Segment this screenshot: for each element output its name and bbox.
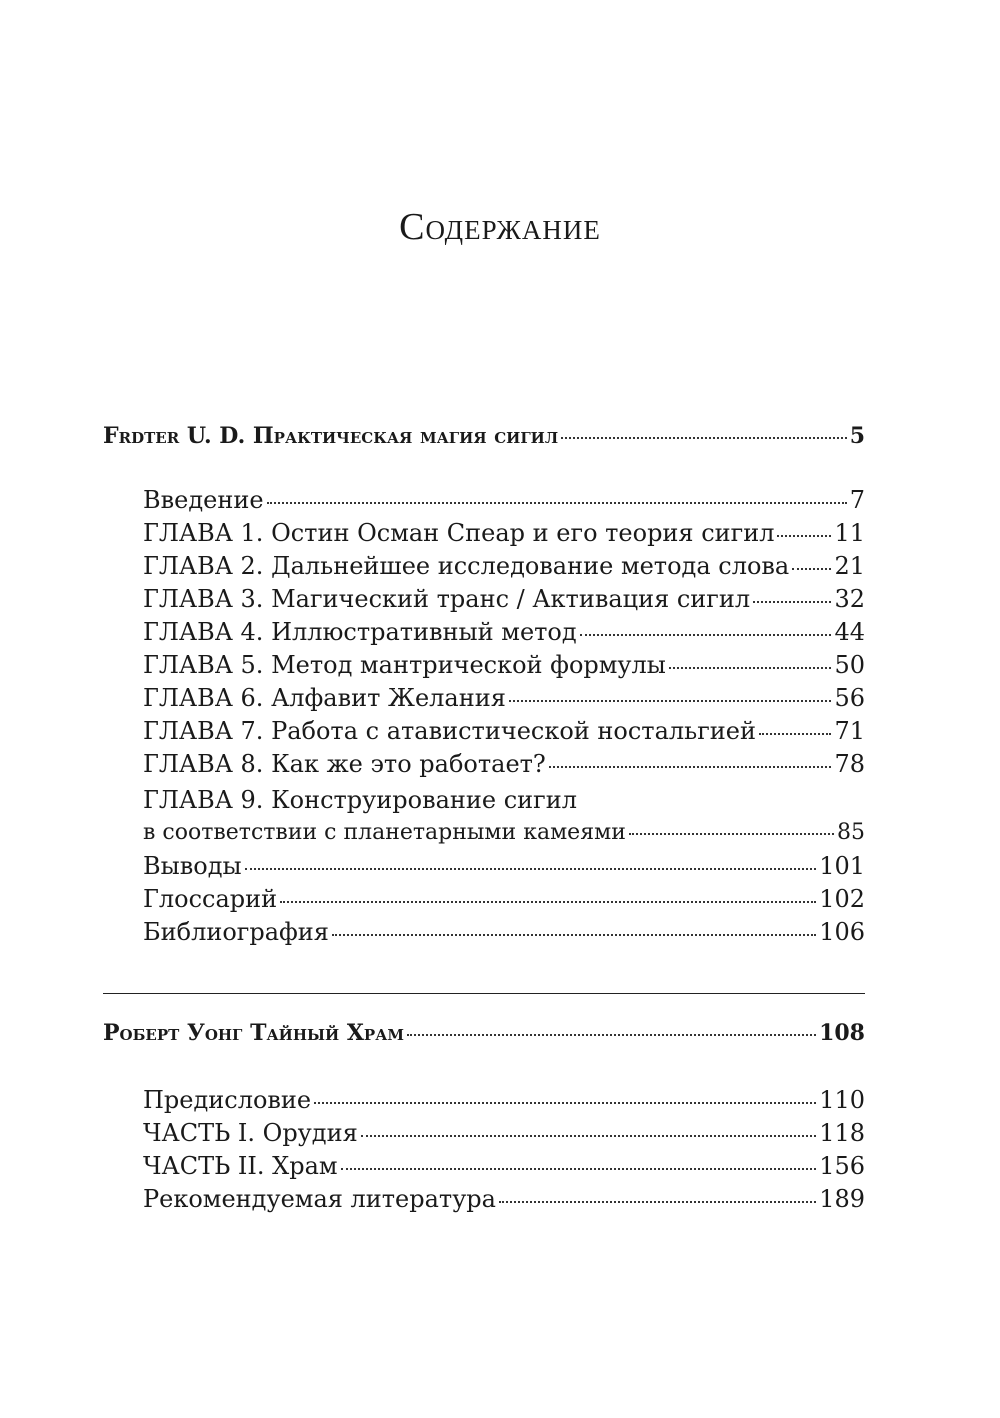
page-number: 5 bbox=[849, 423, 865, 449]
toc-entry bbox=[143, 1119, 865, 1147]
dot-leader bbox=[332, 934, 816, 936]
toc-entry bbox=[143, 820, 865, 845]
page-number: 50 bbox=[834, 651, 865, 679]
entry-title: Введение bbox=[143, 486, 264, 514]
toc-entry bbox=[143, 1152, 865, 1180]
toc-entry bbox=[143, 519, 865, 547]
toc-section-heading bbox=[103, 423, 865, 449]
toc-entry bbox=[143, 885, 865, 913]
dot-leader bbox=[280, 901, 816, 903]
toc-entry bbox=[143, 684, 865, 712]
page-number: 101 bbox=[819, 852, 865, 880]
dot-leader bbox=[267, 502, 847, 504]
dot-leader bbox=[759, 733, 831, 735]
entry-title: ГЛАВА 2. Дальнейшее исследование метода слова bbox=[143, 552, 790, 580]
dot-leader bbox=[499, 1201, 816, 1203]
toc-entry-title-line: ГЛАВА 9. Конструирование сигил bbox=[143, 786, 577, 814]
section-title: Frdter U. D. Практическая магия сигил bbox=[103, 423, 559, 449]
dot-leader bbox=[561, 437, 847, 439]
toc-entry bbox=[143, 651, 865, 679]
entry-title: ГЛАВА 5. Метод мантрической формулы bbox=[143, 651, 666, 679]
page-number: 189 bbox=[819, 1185, 865, 1213]
toc-entry bbox=[143, 486, 865, 514]
toc-entry bbox=[143, 717, 865, 745]
dot-leader bbox=[753, 601, 831, 603]
page-number: 118 bbox=[819, 1119, 865, 1147]
dot-leader bbox=[509, 700, 832, 702]
toc-section-heading bbox=[103, 1020, 865, 1046]
entry-title: ГЛАВА 1. Остин Осман Спеар и его теория сигил bbox=[143, 519, 775, 547]
entry-title: в соответствии с планетарными камеями bbox=[143, 820, 626, 845]
page-number: 56 bbox=[834, 684, 865, 712]
entry-title: Рекомендуемая литература bbox=[143, 1185, 496, 1213]
dot-leader bbox=[629, 833, 834, 835]
entry-title: Выводы bbox=[143, 852, 242, 880]
page-number: 44 bbox=[834, 618, 865, 646]
toc-entry bbox=[143, 585, 865, 613]
dot-leader bbox=[407, 1034, 816, 1036]
page-number: 110 bbox=[819, 1086, 865, 1114]
entry-title: ГЛАВА 6. Алфавит Желания bbox=[143, 684, 506, 712]
entry-title: ГЛАВА 3. Магический транс / Активация сигил bbox=[143, 585, 751, 613]
page-number: 71 bbox=[834, 717, 865, 745]
entry-title: ГЛАВА 8. Как же это работает? bbox=[143, 750, 546, 778]
dot-leader bbox=[361, 1135, 816, 1137]
toc-entry bbox=[143, 852, 865, 880]
toc-entry bbox=[143, 1086, 865, 1114]
entry-title: ЧАСТЬ I. Орудия bbox=[143, 1119, 358, 1147]
entry-title: Предисловие bbox=[143, 1086, 312, 1114]
toc-entry bbox=[143, 618, 865, 646]
section-title: Роберт Уонг Тайный Храм bbox=[103, 1020, 405, 1046]
entry-title: Библиография bbox=[143, 918, 329, 946]
page-number: 102 bbox=[819, 885, 865, 913]
dot-leader bbox=[777, 535, 831, 537]
entry-title: ГЛАВА 4. Иллюстративный метод bbox=[143, 618, 577, 646]
page-number: 106 bbox=[819, 918, 865, 946]
page-number: 85 bbox=[837, 820, 865, 845]
toc-entry bbox=[143, 918, 865, 946]
toc-entry bbox=[143, 1185, 865, 1213]
dot-leader bbox=[341, 1168, 817, 1170]
entry-title: ЧАСТЬ II. Храм bbox=[143, 1152, 338, 1180]
dot-leader bbox=[245, 868, 817, 870]
dot-leader bbox=[549, 766, 832, 768]
dot-leader bbox=[314, 1102, 816, 1104]
entry-title: Глоссарий bbox=[143, 885, 278, 913]
page-number: 11 bbox=[834, 519, 865, 547]
toc-entry bbox=[143, 552, 865, 580]
page-number: 156 bbox=[819, 1152, 865, 1180]
page-number: 21 bbox=[834, 552, 865, 580]
page-number: 78 bbox=[834, 750, 865, 778]
dot-leader bbox=[580, 634, 832, 636]
entry-title: ГЛАВА 7. Работа с атавистической ностальгией bbox=[143, 717, 756, 745]
dot-leader bbox=[669, 667, 832, 669]
page-number: 7 bbox=[849, 486, 865, 514]
section-divider bbox=[103, 993, 865, 994]
page-number: 32 bbox=[834, 585, 865, 613]
page-number: 108 bbox=[819, 1020, 865, 1046]
dot-leader bbox=[792, 568, 831, 570]
page-title: Содержание bbox=[399, 206, 601, 248]
toc-entry bbox=[143, 750, 865, 778]
